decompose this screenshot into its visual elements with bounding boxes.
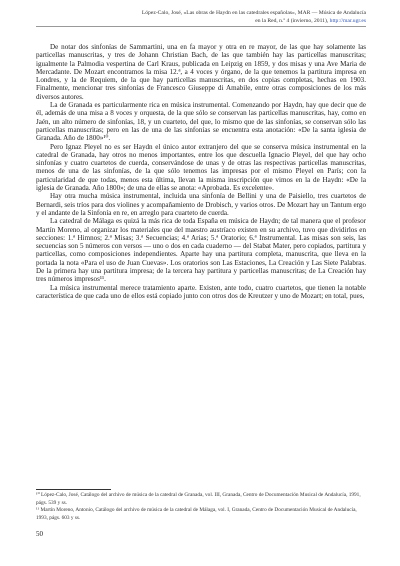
paragraph-1: De notar dos sinfonías de Sammartini, una en fa mayor y otra en re mayor, de las que hay solamente las particellas manuscritas, y tres de Johann Christian Bach, de las que también hay las particellas manuscritas; igualmente la Palmodia vespertina de Carl Kraus, publicada en Leipzig en 1859, y dos misas y una Ave Maria de Mercadante. De Mozart encontramos la misa 12.ª, a 4 voces y órgano, de la que tenemos la partitura impresa en Londres, y la de Requiem, de la que hay particellas manuscritas, en dos copias completas, hechas en 1903. Finalmente, mencionar tres sinfonías de Francesco Giuseppe di Amabile, entre otras composiciones de los más diversos autores.: [36, 43, 366, 101]
running-header-citation: en la Red, n.º 4 (invierno, 2011),: [255, 17, 330, 24]
body-text: [36, 43, 366, 300]
footnote-10: ¹⁰ López-Calo, José, Catálogo del archivo de música de la catedral de Granada, vol. III, Granada, Centro de Documentación Musical de Andalucía, 1991, págs. 539 y ss.: [36, 492, 361, 506]
paragraph-2: La de Granada es particularmente rica en música instrumental. Comenzando por Haydn, hay que decir que de él, además de una misa a 8 voces y orquesta, de la que sólo se conservan las particellas manuscritas, hay, como en Jaén, un alto número de sinfonías, 18, y un cuarteto, del que, lo mismo que de las sinfonías, se conservan sólo las particellas manuscritas; pero en las de una de las sinfonías se encuentra esta anotación: «De la santa iglesia de Granada. Año de 1800»¹⁰.: [36, 101, 366, 143]
running-header-line-1: López-Calo, José, «Las obras de Haydn en las catedrales españolas», MAR — Música de Andalucía: [141, 10, 366, 16]
page-number: 50: [36, 530, 43, 538]
footnote-divider: [36, 489, 111, 490]
footnote-11: ¹¹ Martín Moreno, Antonio, Catálogo del archivo de música de la catedral de Málaga, vol. I, Granada, Centro de Documentación Musical de Andalucía, 1993, págs. 603 y ss.: [36, 507, 357, 521]
paragraph-6: La música instrumental merece tratamiento aparte. Existen, ante todo, cuatro cuartetos, que tienen la notable característica de que cada uno de ellos está copiado junto con otros dos de Kreutzer y uno de Mozart; en total, pues,: [36, 283, 366, 300]
running-header-line-2: [36, 18, 366, 26]
paragraph-4: Hay otra mucha música instrumental, incluida una sinfonía de Bellini y una de Paisiello, tres cuartetos de Bernardi, seis tríos para dos violines y acompañamiento de Drobisch, y varios otros. De Mozart hay un Tantum ergo y el andante de la Sinfonía en re, en arreglo para cuarteto de cuerda.: [36, 192, 366, 217]
header-divider: [36, 26, 366, 27]
running-header: [36, 10, 366, 25]
journal-link[interactable]: http://mar.ugr.es: [329, 17, 366, 24]
footnotes: [36, 492, 366, 522]
paragraph-5: La catedral de Málaga es quizá la más rica de toda España en música de Haydn; de tal manera que el profesor Martín Moreno, al organizar los materiales que del maestro austríaco existen en su archivo, tuvo que dividirlos en secciones: 1.ª Himnos; 2.ª Misas; 3.ª Secuencias; 4.ª Arias; 5.ª Oratorio; 6.ª Instrumental. Las misas son seis, las secuencias son 5 números con versos — uno o dos en cada cuaderno — del Stabat Mater, pero copiados, partitura y particellas, como composiciones independientes. Aparte hay una partitura completa, manuscrita, que lleva en la portada la nota «Para el uso de Juan Cuevas». Los oratorios son Las Estaciones, La Creación y Las Siete Palabras. De la primera hay una partitura impresa; de la tercera hay partitura y particellas manuscritas; de La Creación hay tres números impresos¹¹.: [36, 217, 366, 284]
paragraph-3: Pero Ignaz Pleyel no es ser Haydn el único autor extranjero del que se conserva música instrumental en la catedral de Granada, hay otros no menos importantes, entre los que descuella Ignacio Pleyel, del que hay ocho sinfonías y cuatro cuartetos de cuerda, conservándose de unas y de otras las respectivas particellas manuscritas, menos de una de las sinfonías, de la que sólo tenemos las impresas por el mismo Pleyel en París; con la particularidad de que todas, menos esta última, llevan la misma inscripción que vimos en la de Haydn: «De la iglesia de Granada. Año 1800»; de una de ellas se anota: «Aprobada. Es excelente».: [36, 142, 366, 193]
